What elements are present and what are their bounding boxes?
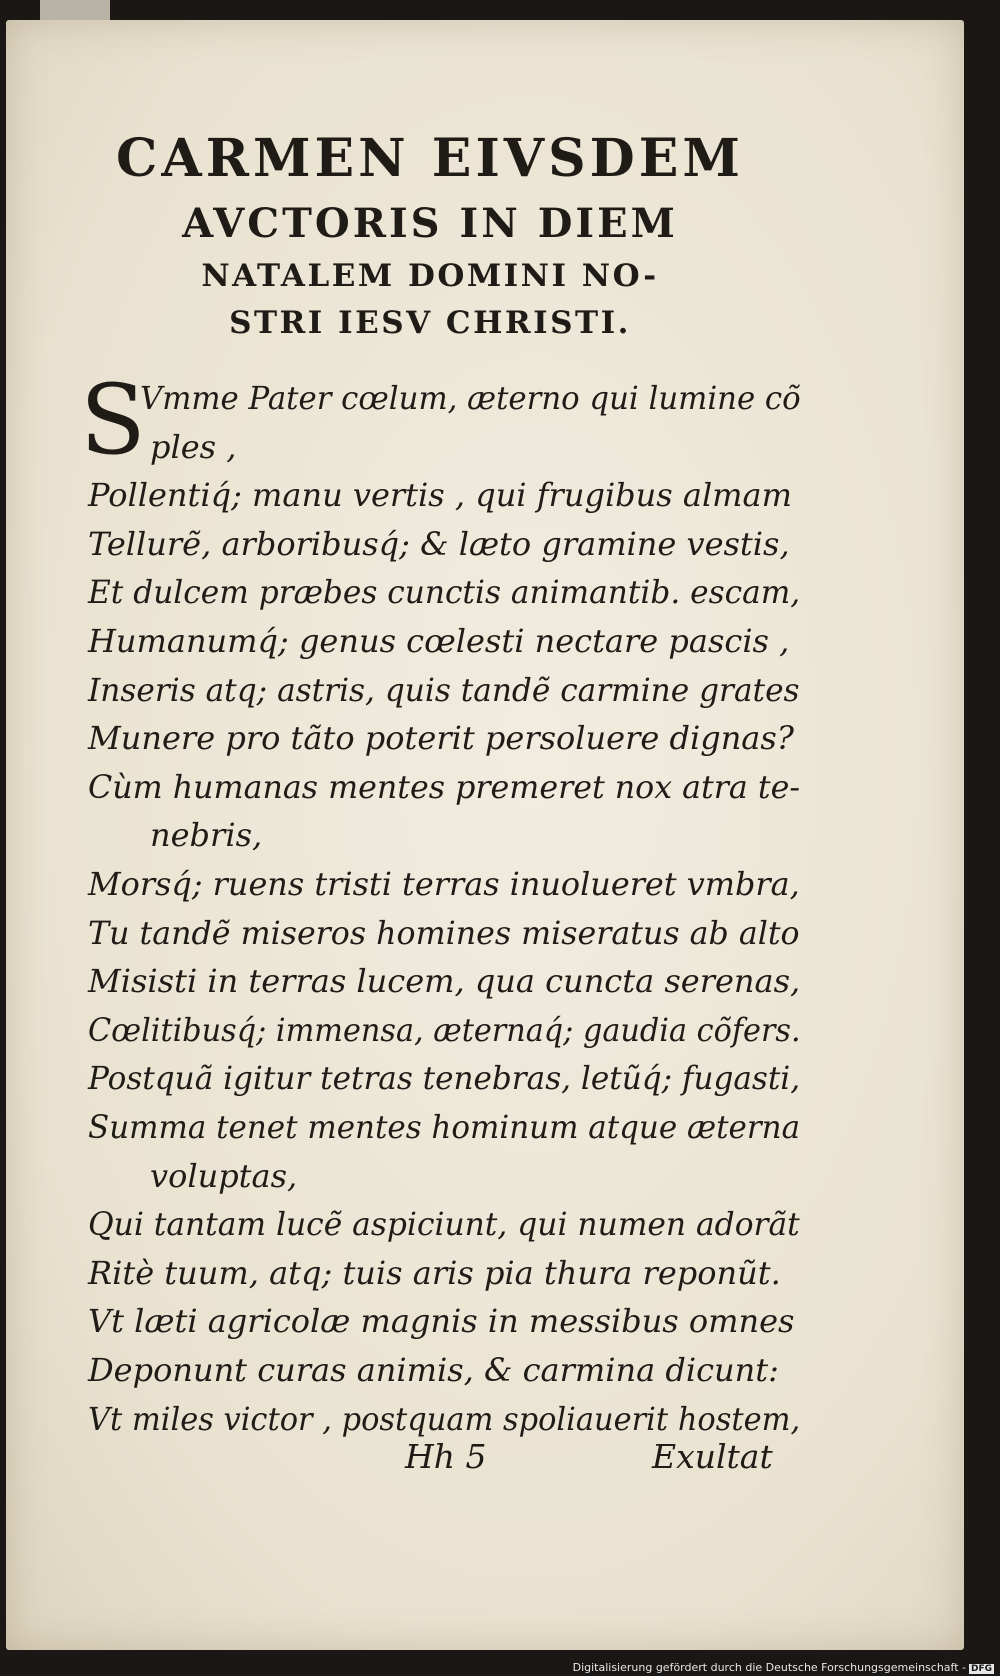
drop-cap: S (80, 364, 146, 476)
credit-text: Digitalisierung gefördert durch die Deutsche Forschungsgemeinschaft - (572, 1661, 966, 1674)
verse-line: Postquã igitur tetras tenebras, letũq́; fugasti, (88, 1059, 801, 1098)
verse-line: Pollentiq́; manu vertis , qui frugibus almam (88, 476, 792, 515)
binding-strip (40, 0, 110, 22)
verse-line: Vt læti agricolæ magnis in messibus omnes (88, 1302, 795, 1341)
verse-line: ples , (150, 427, 237, 466)
verse-line: Deponunt curas animis, & carmina dicunt: (88, 1351, 779, 1389)
verse-line: voluptas, (150, 1156, 298, 1195)
verse-line: Inseris atq; astris, quis tandẽ carmine grates (88, 670, 800, 709)
verse-line: Summa tenet mentes hominum atque æterna (88, 1108, 801, 1146)
title-line-4: STRI IESV CHRISTI. (229, 305, 631, 341)
verse-line: Qui tantam lucẽ aspiciunt, qui numen adorãt (88, 1205, 800, 1244)
verse-line: Et dulcem præbes cunctis animantib. escam, (88, 573, 801, 612)
verse-line: Ritè tuum, atq; tuis aris pia thura reponũt. (88, 1253, 781, 1292)
signature-mark: Hh 5 (405, 1437, 487, 1476)
verse-line: Cœlitibusq́; immensa, æternaq́; gaudia cõfers. (88, 1010, 801, 1049)
verse-line: Munere pro tãto poterit persoluere dignas? (88, 719, 794, 758)
verse-line: Humanumq́; genus cœlesti nectare pascis , (88, 622, 790, 660)
title-line-2: AVCTORIS IN DIEM (182, 200, 678, 247)
verse-line: Tu tandẽ miseros homines miseratus ab alto (88, 913, 800, 952)
verse-line: Misisti in terras lucem, qua cuncta serenas, (88, 962, 801, 1001)
digitization-credit (573, 1661, 994, 1674)
verse-line: Cùm humanas mentes premeret nox atra te- (88, 767, 801, 806)
title-line-3: NATALEM DOMINI NO- (201, 258, 659, 294)
verse-line: Tellurẽ, arboribusq́; & læto gramine vestis, (88, 524, 790, 563)
verse-line: Vt miles victor , postquam spoliauerit hostem, (88, 1399, 801, 1438)
title-line-1: CARMEN EIVSDEM (116, 128, 744, 189)
dfg-logo: DFG (970, 1664, 992, 1674)
verse-line: Morsq́; ruens tristi terras inuolueret vmbra, (88, 865, 800, 903)
verse-line: nebris, (150, 816, 263, 855)
verse-line: Vmme Pater cœlum, æterno qui lumine cõ (140, 379, 801, 417)
catchword: Exultat (652, 1437, 773, 1476)
